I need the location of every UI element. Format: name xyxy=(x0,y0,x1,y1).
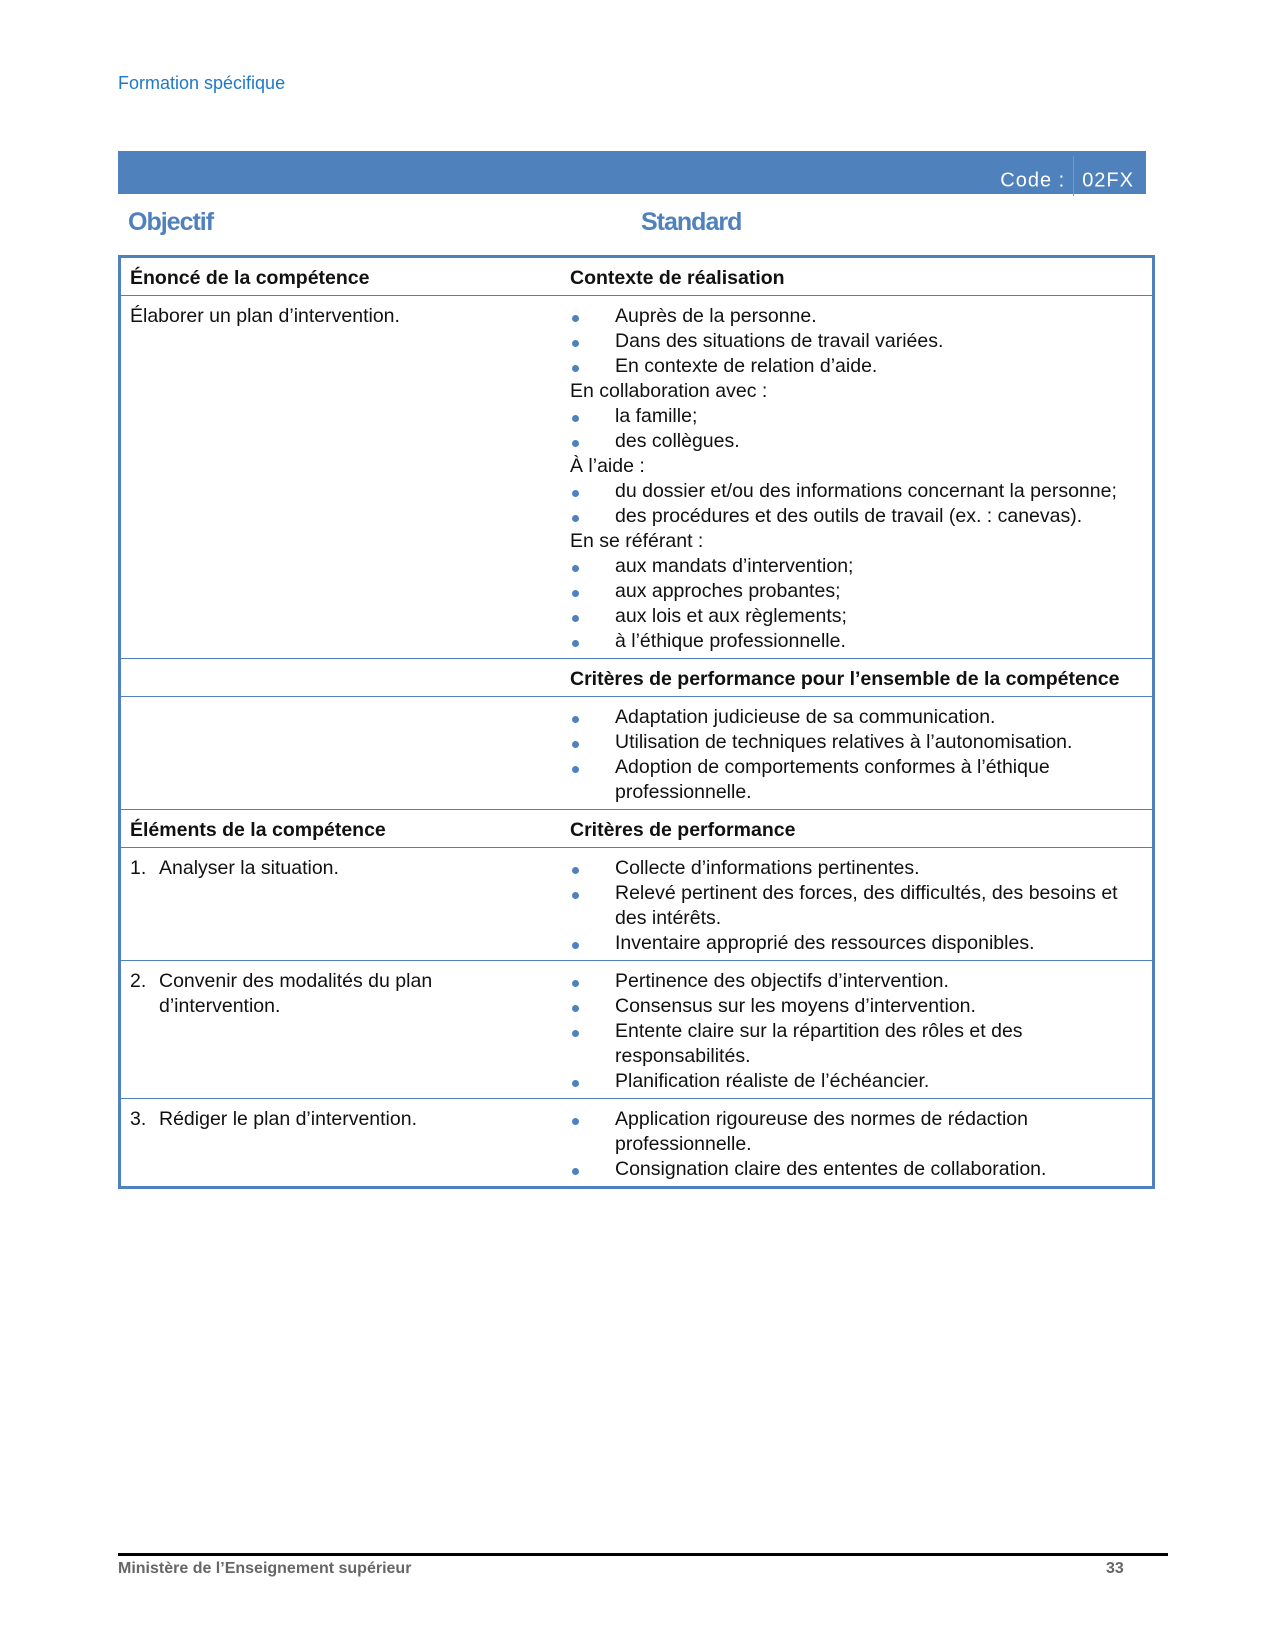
contexte-list xyxy=(561,296,1154,659)
list-item: Collecte d’informations pertinentes. xyxy=(570,856,1143,881)
list-item: Pertinence des objectifs d’intervention. xyxy=(570,969,1143,994)
list-item: aux mandats d’intervention; xyxy=(570,554,1143,579)
list-item: la famille; xyxy=(570,404,1143,429)
criteres-ensemble-list xyxy=(570,705,1143,805)
element-row xyxy=(120,1099,1154,1188)
footer-ministry: Ministère de l’Enseignement supérieur xyxy=(118,1560,412,1577)
element-text: Rédiger le plan d’intervention. xyxy=(159,1108,417,1130)
element-text: Convenir des modalités du plan d’intervention. xyxy=(159,970,433,1017)
list-item: En contexte de relation d’aide. xyxy=(570,354,1143,379)
standard-heading: Standard xyxy=(641,208,742,236)
code-bar xyxy=(118,151,1146,194)
list-item: Dans des situations de travail variées. xyxy=(570,329,1143,354)
footer-rule xyxy=(118,1553,1168,1556)
code-value: 02FX xyxy=(1082,169,1134,192)
code-label: Code : xyxy=(1000,169,1066,192)
list-item: du dossier et/ou des informations concernant la personne; xyxy=(570,479,1143,504)
enonce-header: Énoncé de la compétence xyxy=(120,257,562,296)
running-header: Formation spécifique xyxy=(118,73,286,93)
element-text: Analyser la situation. xyxy=(159,857,339,879)
element-row xyxy=(120,961,1154,1099)
element-number: 1. xyxy=(130,857,147,879)
context-label: À l’aide : xyxy=(570,455,645,477)
list-item: aux approches probantes; xyxy=(570,579,1143,604)
objectif-heading: Objectif xyxy=(128,208,214,236)
element-row xyxy=(120,848,1154,961)
list-item: Consensus sur les moyens d’intervention. xyxy=(570,994,1143,1019)
list-item: Planification réaliste de l’échéancier. xyxy=(570,1069,1143,1094)
competence-table xyxy=(118,255,1155,1189)
list-item: Utilisation de techniques relatives à l’autonomisation. xyxy=(570,730,1143,755)
element-number: 2. xyxy=(130,970,147,992)
list-item: Consignation claire des ententes de collaboration. xyxy=(570,1157,1143,1182)
list-item: Application rigoureuse des normes de rédaction professionnelle. xyxy=(570,1107,1143,1157)
list-item: Relevé pertinent des forces, des difficultés, des besoins et des intérêts. xyxy=(570,881,1143,931)
list-item: aux lois et aux règlements; xyxy=(570,604,1143,629)
list-item: à l’éthique professionnelle. xyxy=(570,629,1143,654)
list-item: Inventaire approprié des ressources disponibles. xyxy=(570,931,1143,956)
list-item: Adoption de comportements conformes à l’éthique professionnelle. xyxy=(570,755,1143,805)
list-item: des procédures et des outils de travail (ex. : canevas). xyxy=(570,504,1143,529)
page-number: 33 xyxy=(1106,1560,1124,1577)
criteres-header: Critères de performance xyxy=(561,810,1154,848)
contexte-header: Contexte de réalisation xyxy=(561,257,1154,296)
list-item: Adaptation judicieuse de sa communication. xyxy=(570,705,1143,730)
criteres-ensemble-header: Critères de performance pour l’ensemble de la compétence xyxy=(561,659,1154,697)
list-item: Entente claire sur la répartition des rôles et des responsabilités. xyxy=(570,1019,1143,1069)
list-item: des collègues. xyxy=(570,429,1143,454)
element-number: 3. xyxy=(130,1108,147,1130)
enonce-text: Élaborer un plan d’intervention. xyxy=(120,296,562,659)
context-label: En se référant : xyxy=(570,530,704,552)
elements-header: Éléments de la compétence xyxy=(120,810,562,848)
list-item: Auprès de la personne. xyxy=(570,304,1143,329)
context-label: En collaboration avec : xyxy=(570,380,768,402)
